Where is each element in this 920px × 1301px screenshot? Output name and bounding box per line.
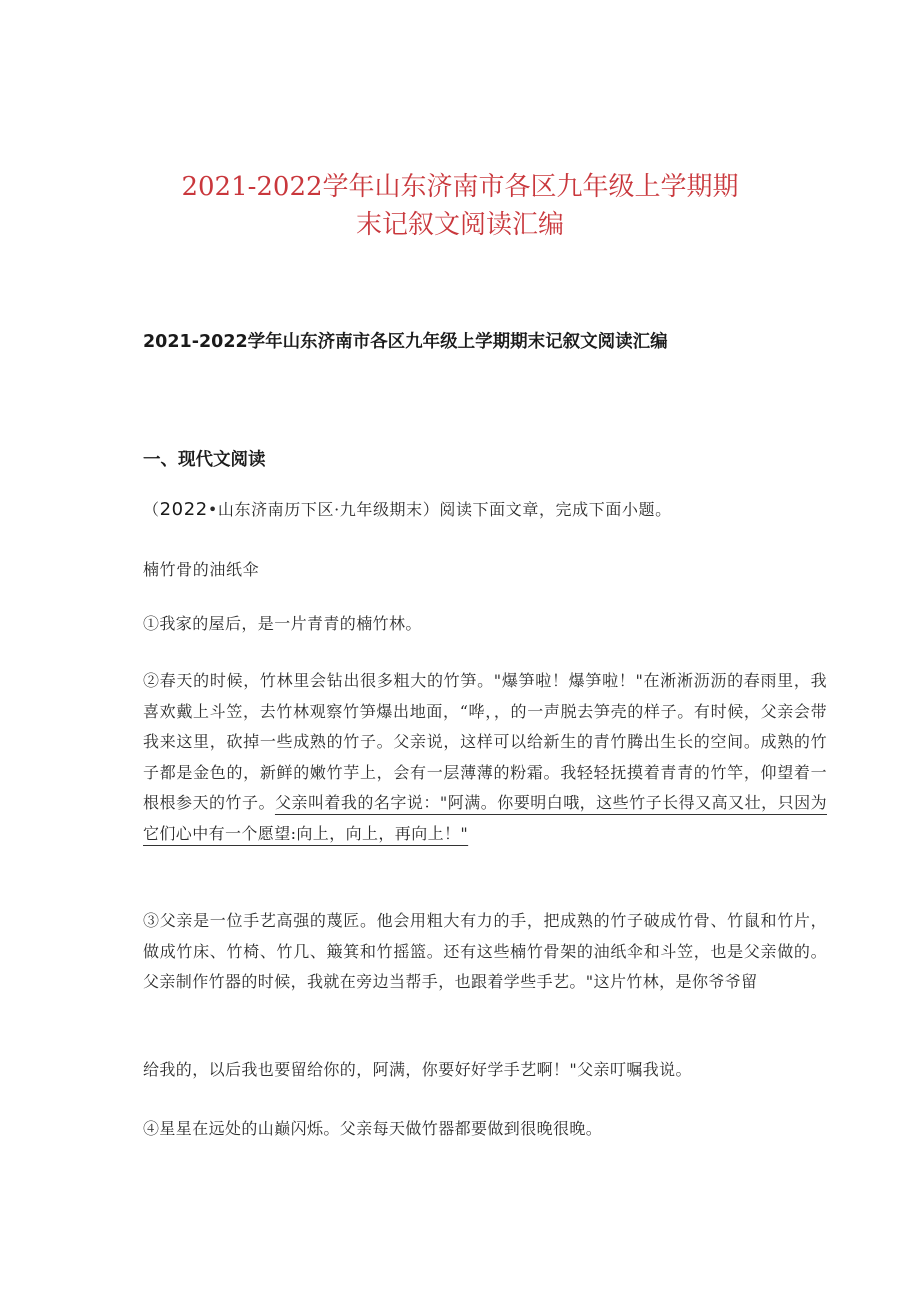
paragraph-2 [143, 666, 827, 849]
source-year: 2022 [159, 499, 208, 520]
source-open-paren: （ [143, 500, 160, 519]
paragraph-2-text: ②春天的时候，竹林里会钻出很多粗大的竹笋。"爆笋啦！爆笋啦！"在淅淅沥沥的春雨里，我喜欢戴上斗笠，去竹林观察竹笋爆出地面，“哗，，的一声脱去笋壳的样子。有时候，父亲会带我来这里，砍掉一些成熟的竹子。父亲说，这样可以给新生的青竹腾出生长的空间。成熟的竹子都是金色的，新鲜的嫩竹芋上，会有一层薄薄的粉霜。我轻轻抚摸着青青的竹竿，仰望着一根根参天的竹子。 [143, 671, 827, 812]
question-source [143, 497, 672, 520]
document-title-line-1: 2021-2022学年山东济南市各区九年级上学期期 [181, 172, 739, 202]
section-heading: 一、现代文阅读 [143, 450, 266, 470]
paragraph-1: ①我家的屋后，是一片青青的楠竹林。 [143, 614, 422, 633]
source-text: •山东济南历下区·九年级期末）阅读下面文章，完成下面小题。 [207, 500, 672, 519]
paragraph-4: 给我的，以后我也要留给你的，阿满，你要好好学手艺啊！"父亲叮嘱我说。 [143, 1060, 692, 1079]
document-title-line-2: 末记叙文阅读汇编 [355, 210, 564, 240]
story-title: 楠竹骨的油纸伞 [143, 560, 260, 579]
paragraph-2-underlined-text: 父亲叫着我的名字说："阿满。你要明白哦，这些竹子长得又高又壮，只因为它们心中有一个愿望:向上，向上，再向上！" [143, 793, 827, 843]
document-subtitle: 2021-2022学年山东济南市各区九年级上学期期末记叙文阅读汇编 [143, 332, 668, 352]
paragraph-3: ③父亲是一位手艺高强的蔑匠。他会用粗大有力的手，把成熟的竹子破成竹骨、竹鼠和竹片，做成竹床、竹椅、竹几、簸箕和竹摇篮。还有这些楠竹骨架的油纸伞和斗笠，也是父亲做的。父亲制作竹器的时候，我就在旁边当帮手，也跟着学些手艺。"这片竹林，是你爷爷留 [143, 911, 827, 991]
paragraph-5: ④星星在远处的山巅闪烁。父亲每天做竹器都要做到很晚很晚。 [143, 1119, 603, 1138]
